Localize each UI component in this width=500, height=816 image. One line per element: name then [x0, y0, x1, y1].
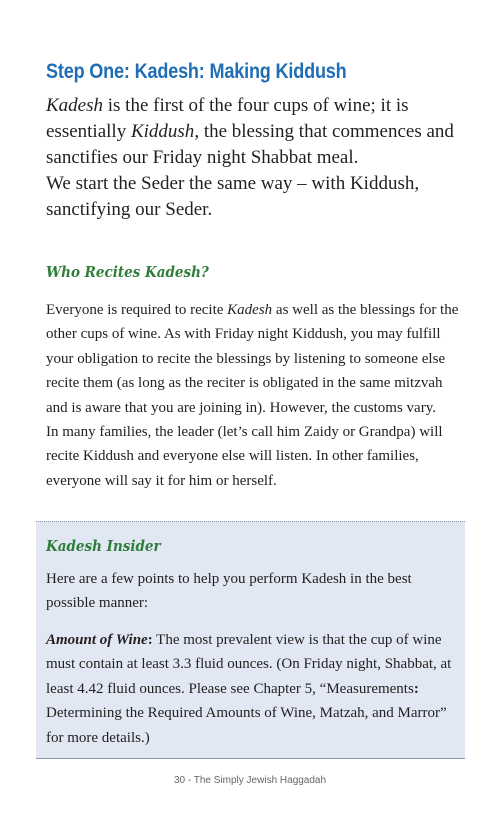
- intro-text-1: is the first of the four cups of wine; it is essentially: [46, 95, 409, 142]
- intro-kiddush-term: Kiddush: [130, 121, 195, 142]
- section-title: Step One: Kadesh: Making Kiddush: [46, 60, 347, 83]
- intro-paragraph: [46, 93, 466, 223]
- who-recites-paragraph-1: [46, 298, 466, 420]
- amount-of-wine-text-2: Determining the Required Amounts of Wine, Matzah, and Marror” for more details.): [46, 705, 447, 746]
- who-recites-paragraph-2: In many families, the leader (let’s call him Zaidy or Grandpa) will recite Kiddush and everyone else will listen. In other families, everyone will say it for him or herself.: [46, 424, 443, 489]
- kadesh-insider-box: [36, 521, 465, 759]
- intro-line-2: We start the Seder the same way – with Kiddush, sanctifying our Seder.: [46, 173, 420, 220]
- who-recites-kadesh-term: Kadesh: [227, 302, 273, 318]
- page-footer: 30 - The Simply Jewish Haggadah: [173, 775, 327, 786]
- amount-of-wine-label: Amount of Wine: [46, 632, 148, 648]
- who-recites-text-1: Everyone is required to recite: [46, 302, 228, 318]
- kadesh-insider-intro: Here are a few points to help you perform Kadesh in the best possible manner:: [46, 571, 412, 612]
- kadesh-insider-heading: Kadesh Insider: [46, 537, 161, 555]
- intro-line-1: [46, 93, 466, 171]
- who-recites-body: [46, 298, 466, 493]
- amount-of-wine-paragraph: [46, 628, 461, 750]
- amount-of-wine-colon: :: [147, 632, 153, 648]
- intro-text-2: , the blessing that commences and sanctifies our Friday night Shabbat meal.: [46, 121, 454, 168]
- measurements-colon: :: [413, 680, 419, 697]
- amount-of-wine-text-1: The most prevalent view is that the cup of wine must contain at least 3.3 fluid ounces. (On Friday night, Shabbat, at least 4.42 fluid ounces. Please see Chapter 5, “Measurements: [46, 632, 452, 697]
- who-recites-text-2: as well as the blessings for the other cups of wine. As with Friday night Kiddush, you may fulfill your obligation to recite the blessings by listening to someone else recite them (as long as the reciter is obligated in the same mitzvah and is aware that you are joining in). However, the customs vary.: [46, 302, 459, 416]
- who-recites-heading: Who Recites Kadesh?: [46, 263, 209, 281]
- intro-kadesh-term: Kadesh: [46, 95, 103, 116]
